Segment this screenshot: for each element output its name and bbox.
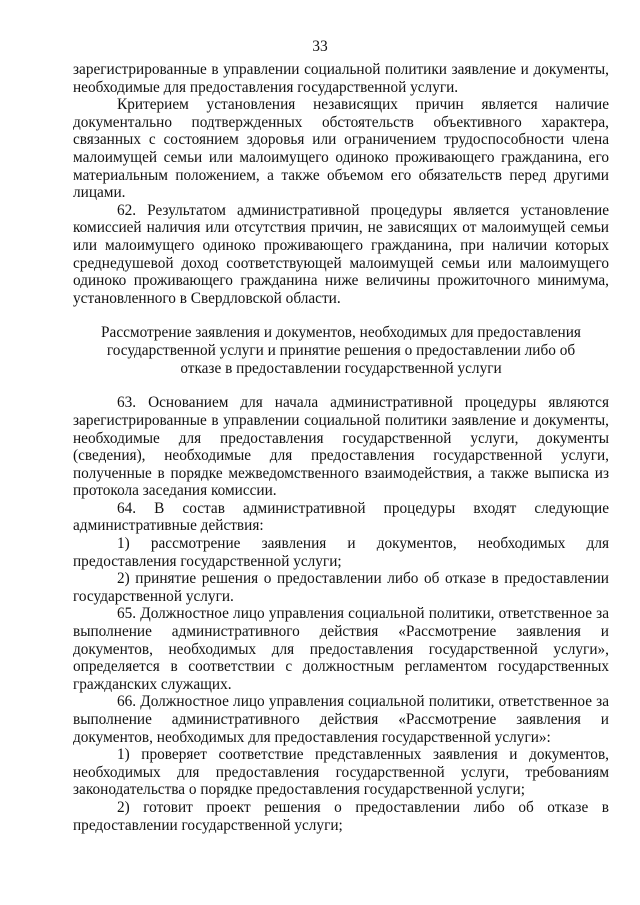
document-body bbox=[73, 61, 609, 834]
list-item-64-1: 1) рассмотрение заявления и документов, необходимых для предоставления государственной услуги; bbox=[73, 535, 609, 570]
list-item-64-2: 2) принятие решения о предоставлении либо об отказе в предоставлении государственной услуги. bbox=[73, 570, 609, 605]
page-number: 33 bbox=[312, 38, 328, 55]
paragraph-criterion: Критерием установления независящих причин является наличие документально подтвержденных обстоятельств объективного характера, связанных с состоянием здоровья или ограничением трудоспособности члена малоимущей семьи или малоимущего одиноко проживающего гражданина, его материальным положением, а также объемом его обязательств перед другими лицами. bbox=[73, 96, 609, 202]
paragraph-continuation: зарегистрированные в управлении социальной политики заявление и документы, необходимые для предоставления государственной услуги. bbox=[73, 61, 609, 96]
list-item-66-2: 2) готовит проект решения о предоставлении либо об отказе в предоставлении государственной услуги; bbox=[73, 798, 609, 834]
paragraph-66: 66. Должностное лицо управления социальной политики, ответственное за выполнение административного действия «Рассмотрение заявления и документов, необходимых для предоставления государственной услуги»: bbox=[73, 693, 609, 746]
section-heading: Рассмотрение заявления и документов, необходимых для предоставления государственной услуги и принятие решения о предоставлении либо об отказе в предоставлении государственной услуги bbox=[101, 324, 581, 378]
paragraph-64: 64. В состав административной процедуры входят следующие административные действия: bbox=[73, 499, 609, 535]
paragraph-62: 62. Результатом административной процедуры является установление комиссией наличия или отсутствия причин, не зависящих от малоимущей семьи или малоимущего одиноко проживающего гражданина, при наличии которых среднедушевой доход соответствующей малоимущей семьи или малоимущего одиноко проживающего гражданина ниже величины прожиточного минимума, установленного в Свердловской области. bbox=[73, 201, 609, 307]
list-item-66-1: 1) проверяет соответствие представленных заявления и документов, необходимых для предоставления государственной услуги, требованиям законодательства о порядке предоставления государственной услуги; bbox=[73, 746, 609, 799]
paragraph-65: 65. Должностное лицо управления социальной политики, ответственное за выполнение административного действия «Рассмотрение заявления и документов, необходимых для предоставления государственной услуги», определяется в соответствии с должностным регламентом государственных гражданских служащих. bbox=[73, 605, 609, 693]
paragraph-63: 63. Основанием для начала административной процедуры являются зарегистрированные в управлении социальной политики заявление и документы, необходимые для предоставления государственной услуги, документы (сведения), необходимые для предоставления государственной услуги, полученные в порядке межведомственного взаимодействия, а также выписка из протокола заседания комиссии. bbox=[73, 394, 609, 500]
